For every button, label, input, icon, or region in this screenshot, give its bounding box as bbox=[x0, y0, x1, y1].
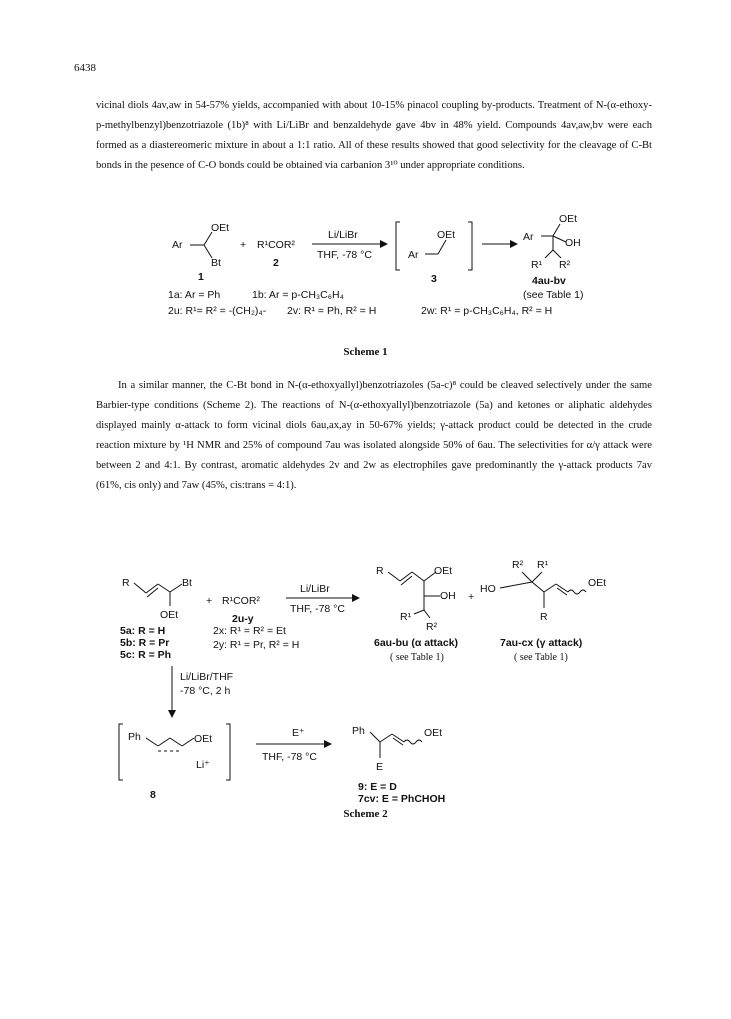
s2-bt-label: Bt bbox=[182, 577, 192, 589]
s1-compound-1-label: 1 bbox=[198, 271, 204, 283]
scheme-1-caption: Scheme 1 bbox=[343, 346, 388, 358]
s1-plus: + bbox=[240, 239, 247, 251]
s2-legend-2x: 2x: R¹ = R² = Et bbox=[213, 625, 286, 637]
s2-down-cond-1: Li/LiBr/THF bbox=[180, 671, 234, 683]
compound-1-structure bbox=[172, 222, 229, 283]
s2-oet9-label: OEt bbox=[424, 727, 443, 739]
s1-legend-1a: 1a: Ar = Ph bbox=[168, 289, 221, 301]
s2-li-label: Li⁺ bbox=[196, 759, 210, 771]
s2-electrophile: E⁺ bbox=[292, 727, 305, 739]
product-4-structure bbox=[523, 213, 584, 301]
s1-r1-label: R¹ bbox=[531, 259, 543, 271]
intermediate-8-structure bbox=[119, 724, 230, 801]
s2-product-7: 7au-cx (γ attack) bbox=[500, 637, 583, 649]
s2-e9-label: E bbox=[376, 761, 384, 773]
s2-legend-9: 9: E = D bbox=[358, 781, 397, 793]
s2-plus: + bbox=[206, 595, 213, 607]
s2-ho7-label: HO bbox=[480, 583, 496, 595]
s1-legend-1b: 1b: Ar = p-CH₃C₆H₄ bbox=[252, 289, 344, 301]
paragraph-1: vicinal diols 4av,aw in 54-57% yields, accompanied with about 10-15% pinacol coupling by-products. Treatment of N-(α-ethoxy-p-methylbenzyl)benzotriazole (1b)⁸ with Li/LiBr and benzaldehyde gave 4bv in 48% yield. Compounds 4av,aw,bv were each formed as a diastereomeric mixture in about a 1:1 ratio. All of these results showed that good selectivity for the cleavage of C-Bt bonds in the pesence of C-O bonds could be obtained via carbanion 3¹⁰ under appropriate conditions. bbox=[96, 100, 652, 171]
s2-r2-7-label: R² bbox=[512, 559, 524, 571]
compound-5-structure bbox=[122, 577, 192, 621]
s2-r1-7-label: R¹ bbox=[537, 559, 549, 571]
s1-cond-top: Li/LiBr bbox=[328, 229, 358, 241]
scheme-2-caption: Scheme 2 bbox=[343, 808, 388, 820]
product-6-structure bbox=[376, 565, 456, 633]
s2-product-6-note: ( see Table 1) bbox=[390, 652, 444, 663]
s1-product-note: (see Table 1) bbox=[523, 289, 584, 301]
s2-legend-2y: 2y: R¹ = Pr, R² = H bbox=[213, 639, 300, 651]
s1-oet4-label: OEt bbox=[559, 213, 578, 225]
s2-oet-label: OEt bbox=[160, 609, 179, 621]
s2-reagent: R¹COR² bbox=[222, 595, 260, 607]
s2-r6-label: R bbox=[376, 565, 384, 577]
s2-cond-bottom: THF, -78 °C bbox=[290, 603, 345, 615]
s2-legend-5b: 5b: R = Pr bbox=[120, 637, 170, 649]
s1-legend-2w: 2w: R¹ = p-CH₃C₆H₄, R² = H bbox=[421, 305, 553, 317]
s1-legend-2u: 2u: R¹= R² = -(CH₂)₄- bbox=[168, 305, 267, 317]
s2-product-6: 6au-bu (α attack) bbox=[374, 637, 459, 649]
s2-legend-5a: 5a: R = H bbox=[120, 625, 166, 637]
scheme-2 bbox=[0, 548, 731, 828]
s2-reagent-id: 2u-y bbox=[232, 613, 254, 625]
s2-compound-8-label: 8 bbox=[150, 789, 156, 801]
s2-oh6-label: OH bbox=[440, 590, 456, 602]
s1-ar-label: Ar bbox=[172, 239, 183, 251]
page-number: 6438 bbox=[74, 62, 96, 74]
s2-r-label: R bbox=[122, 577, 130, 589]
s2-oet6-label: OEt bbox=[434, 565, 453, 577]
carbanion-3-structure bbox=[396, 222, 472, 285]
s2-r7-label: R bbox=[540, 611, 548, 623]
s2-oet8-label: OEt bbox=[194, 733, 213, 745]
s1-oh4-label: OH bbox=[565, 237, 581, 249]
s1-cond-bottom: THF, -78 °C bbox=[317, 249, 372, 261]
s1-product-label: 4au-bv bbox=[532, 275, 566, 287]
s2-ph8-label: Ph bbox=[128, 731, 141, 743]
s1-reagent: R¹COR² bbox=[257, 239, 295, 251]
s2-oet7-label: OEt bbox=[588, 577, 607, 589]
s1-bt-label: Bt bbox=[211, 257, 221, 269]
s2-legend-5c: 5c: R = Ph bbox=[120, 649, 172, 661]
s1-ar3-label: Ar bbox=[408, 249, 419, 261]
s1-oet-label: OEt bbox=[211, 222, 230, 234]
s2-down-cond-2: -78 °C, 2 h bbox=[180, 685, 231, 697]
s1-compound-3-label: 3 bbox=[431, 273, 437, 285]
scheme-1 bbox=[0, 200, 731, 340]
paragraph-2: In a similar manner, the C-Bt bond in N-(α-ethoxyallyl)benzotriazoles (5a-c)⁸ could be cleaved selectively under the same Barbier-type conditions (Scheme 2). The reactions of N-(α-ethoxyallyl)benzotriazole (5a) and ketones or aliphatic aldehydes displayed mainly α-attack to form vicinal diols 6au,ax,ay in 50-67% yields; γ-attack product could be detected in the crude reaction mixture by ¹H NMR and 25% of compound 7au was isolated alongside 50% of 6au. The selectivities for α/γ attack were between 2 and 4:1. By contrast, aromatic aldehydes 2v and 2w as electrophiles gave predominantly the γ-attack products 7av (61%, cis only) and 7aw (45%, cis:trans = 4:1). bbox=[96, 380, 652, 491]
s1-ar4-label: Ar bbox=[523, 231, 534, 243]
product-9-structure bbox=[352, 725, 442, 773]
s2-ph9-label: Ph bbox=[352, 725, 365, 737]
s2-r1-6-label: R¹ bbox=[400, 611, 412, 623]
s2-cond-3: THF, -78 °C bbox=[262, 751, 317, 763]
s2-cond-top: Li/LiBr bbox=[300, 583, 330, 595]
product-7-structure bbox=[480, 559, 606, 623]
s1-oet3-label: OEt bbox=[437, 229, 456, 241]
s2-plus-2: + bbox=[468, 591, 475, 603]
s2-r2-6-label: R² bbox=[426, 621, 438, 633]
s1-legend-2v: 2v: R¹ = Ph, R² = H bbox=[287, 305, 377, 317]
s2-legend-7cv: 7cv: E = PhCHOH bbox=[358, 793, 446, 805]
s1-compound-2-label: 2 bbox=[273, 257, 279, 269]
s2-product-7-note: ( see Table 1) bbox=[514, 652, 568, 663]
s1-r2-label: R² bbox=[559, 259, 571, 271]
